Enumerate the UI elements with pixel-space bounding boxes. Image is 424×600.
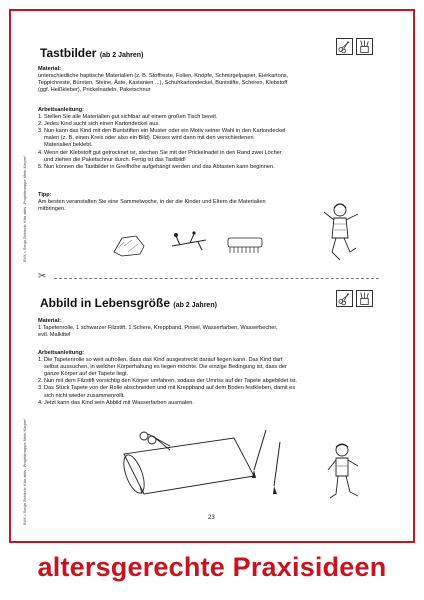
step-number: 4. — [38, 149, 43, 156]
step-number: 1. — [38, 114, 43, 121]
craft-icon-scissors — [336, 290, 353, 307]
craft-icon-pencils — [356, 38, 373, 55]
step-text: Wenn der Klebstoff gut getrocknet ist, stechen Sie mit der Prickelnadel in den Rand zwei Löcher — [44, 149, 282, 156]
section1-material-label: Material: — [38, 66, 62, 72]
fabric-scrap-icon — [114, 236, 144, 256]
craft-icon-pencils — [356, 290, 373, 307]
tip-line: mitbringen. — [38, 206, 66, 213]
section1-title — [40, 46, 143, 60]
step-text: Stellen Sie alle Materialien gut sichtbar auf einem großen Tisch bereit. — [44, 114, 218, 121]
material-line: (ggf. Heißkleber), Prickelnadeln, Paketschnur — [38, 87, 151, 94]
section1-material — [38, 66, 368, 94]
scissors-icon — [337, 39, 352, 54]
material-line: unterschiedliche haptische Materialien (z. B. Stoffreste, Folien, Knöpfe, Schmirgelpapier, Eierkartons, — [38, 73, 289, 80]
section2-age: (ab 2 Jahren) — [173, 302, 217, 309]
step-text: malen (z. B. einen Kreis oder also ein Bild). Dieses wird dann mit den verschiedenen — [44, 135, 254, 142]
section2-title-text: Abbild in Lebensgröße — [40, 296, 171, 310]
section2-instructions — [38, 350, 368, 407]
step-number: 2. — [38, 121, 43, 128]
step-item — [38, 400, 368, 407]
step-item — [38, 357, 368, 378]
material-line: Teppichreste, Bürsten, Steine, Äste, Kastanien ...), Schuhkartondeckel, Buntstifte, Scheren, Klebstoff — [38, 80, 288, 87]
brush-icon — [228, 238, 262, 247]
step-text: sich nicht wieder zusammenrollt. — [44, 392, 125, 399]
step-number: 3. — [38, 128, 43, 135]
step-text: ganze Körper auf der Tapete liegt. — [44, 371, 129, 378]
step-item — [38, 128, 368, 149]
step-item — [38, 378, 368, 385]
material-line: evtl. Malkittel — [38, 332, 71, 339]
section2-material — [38, 318, 368, 339]
step-text: Das Stück Tapete von der Rolle abschneiden und mit Kreppband auf dem Boden festkleben, damit es — [44, 385, 296, 392]
step-text: Die Tapetenrolle so weit aufrollen, dass das Kind ausgestreckt darauf liegen kann. Das Kind darf — [44, 357, 283, 364]
step-text: Jetzt kann das Kind sein Abbild mit Wasserfarben ausmalen. — [44, 399, 194, 406]
material-line: 1 Tapetenrolle, 1 schwarzer Filzstift, 1 Schere, Kreppband, Pinsel, Wasserfarben, Wasserbecher, — [38, 325, 278, 332]
tip-label: Tipp: — [38, 192, 52, 198]
step-item — [38, 164, 368, 171]
section1-age: (ab 2 Jahren) — [99, 52, 144, 59]
pencil-cup-icon — [357, 291, 372, 306]
craft-icon-scissors — [336, 38, 353, 55]
section2-instructions-label: Arbeitsanleitung: — [38, 350, 84, 356]
step-number: 4. — [38, 399, 43, 406]
section1-instructions-label: Arbeitsanleitung: — [38, 107, 84, 113]
tip-line: Am besten veranstalten Sie eine Sammelwoche, in der die Kinder und Eltern die Materialien — [38, 199, 266, 206]
step-number: 1. — [38, 357, 43, 364]
paintbrush-icon — [252, 430, 280, 494]
step-item — [38, 150, 368, 164]
banner-title: altersgerechte Praxisideen — [37, 552, 387, 582]
jumping-girl-illustration — [318, 200, 364, 270]
section1-instructions — [38, 107, 368, 171]
dancing-boy-illustration — [320, 440, 366, 510]
copyright-note-top: BVK • Sonja Zebisch: Kita aktiv „Projektmappe Mein Körper“ — [22, 155, 27, 262]
wallpaper-roll-illustration — [104, 424, 304, 504]
step-number: 5. — [38, 163, 43, 170]
step-text: und ziehen die Paketschnur durch. Fertig ist das Tastbild! — [44, 156, 186, 163]
step-text: Nun mit dem Filzstift vorsichtig den Körper umfahren, sodass der Umriss auf der Tapete abgebildet ist. — [44, 378, 297, 385]
step-text: Jedes Kind sucht sich einen Kartondeckel aus. — [44, 121, 160, 128]
step-text: Materialien beklebt. — [44, 142, 93, 149]
step-item — [38, 121, 368, 128]
step-text: selbst aussuchen, in welcher Körperhaltung es liegen möchte. Die einzige Bedingung ist, dass der — [44, 364, 287, 371]
pencil-cup-icon — [357, 39, 372, 54]
step-item — [38, 385, 368, 399]
page-number: 23 — [208, 515, 215, 521]
step-number: 3. — [38, 385, 43, 392]
cut-line — [54, 278, 379, 279]
copyright-note-bottom: BVK • Sonja Zebisch: Kita aktiv „Projektmappe Mein Körper“ — [22, 418, 27, 525]
tactile-materials-illustration — [110, 224, 280, 260]
step-text: Nun kann das Kind mit den Buntstiften ein Muster oder ein Motiv seiner Wahl in den Kartondeckel — [44, 128, 286, 135]
step-item — [38, 114, 368, 121]
section2-material-label: Material: — [38, 318, 62, 324]
scissors-icon — [140, 432, 170, 450]
section1-tip — [38, 192, 308, 213]
section2-title — [40, 296, 217, 310]
step-text: Nun können die Tastbilder in Greifhöhe aufgehängt werden und das Abtasten kann beginnen. — [44, 163, 275, 170]
scissors-cut-icon: ✂ — [38, 271, 47, 282]
scissors-icon — [337, 291, 352, 306]
section1-title-text: Tastbilder — [40, 46, 97, 60]
step-number: 2. — [38, 378, 43, 385]
